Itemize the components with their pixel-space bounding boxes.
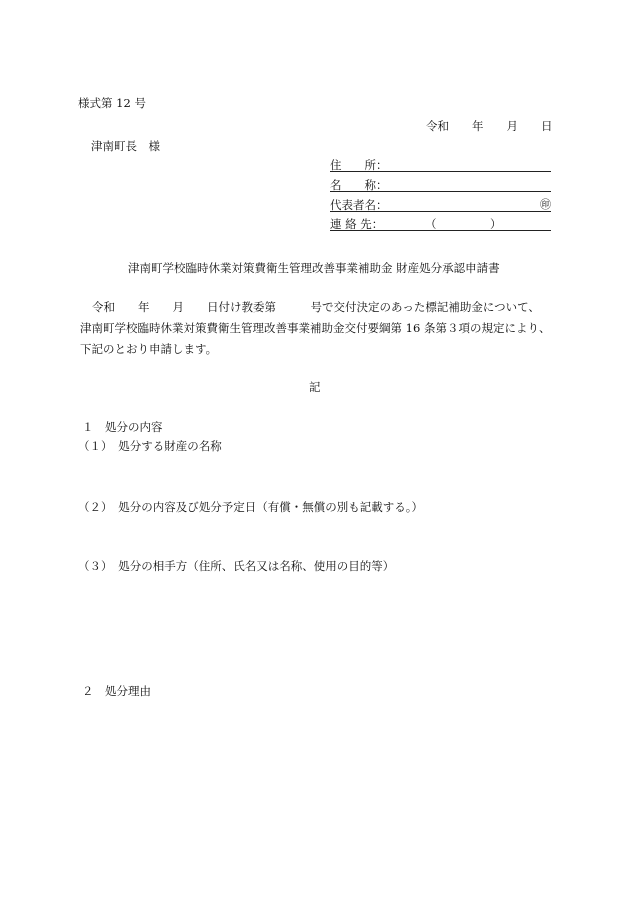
contact-label: 連 絡 先：: [330, 217, 384, 231]
section-1-1: （１） 処分する財産の名称: [78, 439, 222, 453]
name-row: [330, 177, 551, 192]
body-line-1: 令和 年 月 日付け教委第 号で交付決定のあった標記補助金について、: [92, 300, 540, 314]
date-line: 令和 年 月 日: [426, 119, 553, 133]
seal-mark: ㊞: [540, 198, 551, 211]
name-label: 名 称：: [330, 178, 388, 192]
section-1-3: （３） 処分の相手方（住所、氏名又は名称、使用の目的等）: [78, 559, 395, 573]
contact-paren-open: （: [425, 217, 437, 231]
section-1-2: （２） 処分の内容及び処分予定日（有償・無償の別も記載する。）: [78, 500, 423, 514]
contact-row: [330, 216, 551, 231]
contact-paren-close: ）: [490, 217, 502, 231]
representative-label: 代表者名：: [330, 198, 388, 212]
ki-heading: 記: [309, 380, 321, 394]
addressee: 津南町長 様: [91, 139, 160, 153]
document-title: 津南町学校臨時休業対策費衛生管理改善事業補助金 財産処分承認申請書: [128, 261, 500, 275]
body-line-3: 下記のとおり申請します。: [80, 342, 218, 356]
body-line-2: 津南町学校臨時休業対策費衛生管理改善事業補助金交付要綱第 16 条第３項の規定により、: [80, 321, 551, 335]
form-number: 様式第 12 号: [78, 96, 146, 110]
section-1-heading: １ 処分の内容: [82, 420, 163, 434]
representative-row: [330, 197, 551, 212]
section-2-heading: ２ 処分理由: [82, 684, 151, 698]
address-label: 住 所：: [330, 158, 388, 172]
address-row: [330, 157, 551, 172]
